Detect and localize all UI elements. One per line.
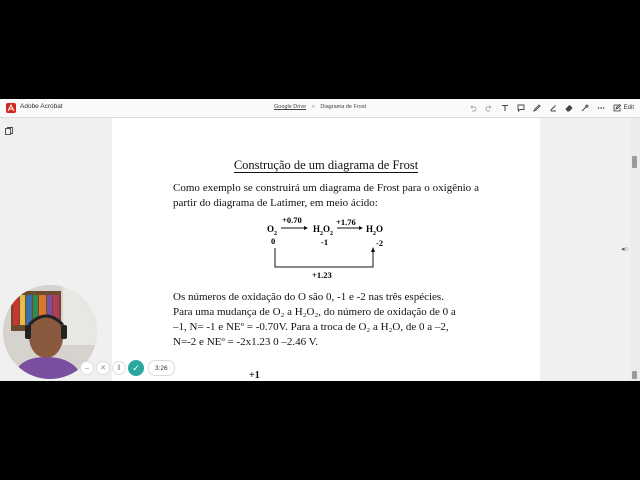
- recording-controls: [80, 360, 175, 376]
- more-options-icon[interactable]: [595, 102, 607, 114]
- edit-button-label: Edit: [623, 105, 634, 111]
- latimer-diagram: [262, 217, 392, 287]
- paragraph-line: Para uma mudança de O₂ a H₂O₂, do número de oxidação de 0 a: [173, 306, 456, 318]
- oxidation-state-h2o: -2: [376, 238, 384, 248]
- edit-button[interactable]: [613, 104, 634, 112]
- species-h2o2: $H_2O_2$: [313, 224, 334, 237]
- top-toolbar: [0, 99, 640, 118]
- arrow-o2-to-h2o2: [281, 226, 308, 230]
- paragraph-line: N=-2 e NEº = -2x1.23 0 –2.46 V.: [173, 336, 318, 348]
- pdf-page: [112, 118, 540, 381]
- potential-o2-h2o: +1.23: [312, 270, 332, 280]
- vertical-scrollbar[interactable]: [630, 118, 640, 381]
- arrow-o2-to-h2o: [275, 247, 375, 267]
- app-title: Adobe Acrobat: [20, 103, 63, 110]
- close-icon[interactable]: ✕: [96, 361, 110, 375]
- eyedropper-icon[interactable]: [579, 102, 591, 114]
- toolbar-tools: [463, 102, 634, 114]
- document-title: Construção de um diagrama de Frost: [233, 158, 419, 172]
- scrollbar-thumb[interactable]: [632, 156, 637, 168]
- recording-timer: 3:26: [148, 360, 175, 376]
- minus-icon[interactable]: –: [80, 361, 94, 375]
- potential-h2o2-h2o: +1.76: [336, 217, 356, 227]
- highlight-icon[interactable]: [547, 102, 559, 114]
- redo-icon[interactable]: [483, 102, 495, 114]
- pause-icon[interactable]: ‖: [112, 361, 126, 375]
- scrollbar-end-marker[interactable]: [632, 371, 637, 379]
- finish-check-icon[interactable]: ✓: [128, 360, 144, 376]
- pages-icon[interactable]: [5, 127, 13, 135]
- paragraph-line: Os números de oxidação do O são 0, -1 e -2 nas três espécies.: [173, 291, 444, 303]
- oxidation-paragraph: [173, 290, 479, 350]
- potential-o2-h2o2: +0.70: [282, 217, 302, 225]
- draw-pen-icon[interactable]: [531, 102, 543, 114]
- comment-icon[interactable]: [515, 102, 527, 114]
- breadcrumb-google-drive[interactable]: Google Drive: [274, 104, 307, 110]
- next-diagram-fragment: +1: [249, 370, 260, 381]
- paragraph-line: –1, N= -1 e NEº = -0.70V. Para a troca de O₂ a H₂O, de 0 a –2,: [173, 321, 449, 333]
- species-o2: $O_2$: [267, 224, 278, 237]
- eraser-icon[interactable]: [563, 102, 575, 114]
- species-h2o: $H_2O$: [366, 224, 384, 237]
- oxidation-state-o2: 0: [271, 236, 276, 246]
- collapse-panel-icon[interactable]: ◂○: [621, 246, 629, 253]
- text-tool-icon[interactable]: [499, 102, 511, 114]
- breadcrumb-document: Diagrama de Frost: [320, 104, 366, 110]
- intro-paragraph: Como exemplo se construirá um diagrama de Frost para o oxigênio a partir do diagrama de Latimer, em meio ácido:: [173, 182, 479, 209]
- oxidation-state-h2o2: -1: [321, 237, 329, 247]
- breadcrumb-separator: >: [311, 104, 315, 110]
- edit-icon: [613, 104, 621, 112]
- undo-icon[interactable]: [467, 102, 479, 114]
